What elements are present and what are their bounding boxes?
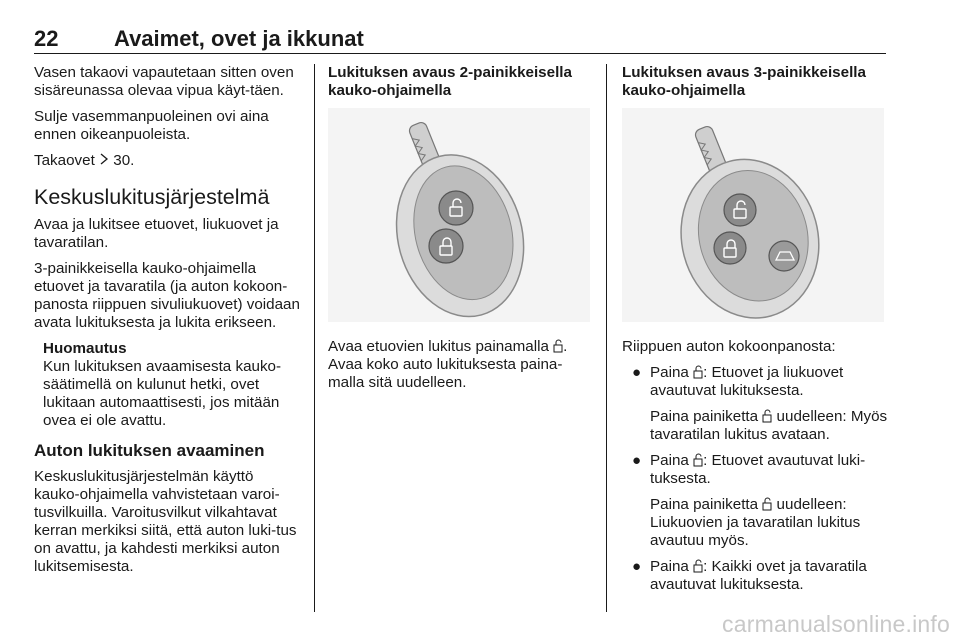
page-number: 22 (34, 26, 59, 51)
unlock-icon (762, 497, 772, 511)
paragraph: Vasen takaovi vapautetaan sitten oven sisäreunassa olevaa vipua käyt-täen. (34, 64, 294, 99)
paragraph: Riippuen auton kokoonpanosta: (622, 338, 836, 355)
watermark: carmanualsonline.info (722, 611, 950, 637)
cross-reference[interactable]: Takaovet 30. (34, 152, 135, 169)
unlock-icon (553, 339, 563, 353)
list-item: ● Paina : Etuovet avautuvat luki-tuksesta. Paina painiketta uudelleen: Liukuovien ja tavaratilan lukitus avautuu myös. (632, 452, 866, 549)
paragraph: Keskuslukitusjärjestelmän käyttö kauko-ohjaimella vahvistetaan varoi-tusvilkuilla. Varoitusvilkut vilkahtavat kerran merkiksi siitä, että auton luki-tus on avattu, ja kahdesti merkiksi auton lukitsemisesta. (34, 468, 297, 575)
note-title: Huomautus (43, 340, 127, 357)
bullet-icon: ● (632, 364, 642, 381)
bullet-icon: ● (632, 452, 642, 469)
paragraph: 3-painikkeisella kauko-ohjaimella etuovet ja tavaratila (ja auton kokoon-panosta riippuen sivuliukuovet) voidaan avata lukituksesta ja lukita erikseen. (34, 260, 300, 331)
bullet-icon: ● (632, 558, 642, 575)
paragraph: Avaa ja lukitsee etuovet, liukuovet ja tavaratilan. (34, 216, 279, 251)
unlock-icon (693, 365, 703, 379)
figure-heading: Lukituksen avaus 3-painikkeisella kauko-ohjaimella (622, 64, 866, 99)
page-header (34, 26, 886, 54)
list-item: ● Paina : Kaikki ovet ja tavaratila avautuvat lukituksesta. (632, 558, 867, 593)
section-title: Keskuslukitusjärjestelmä (34, 185, 270, 209)
column-left (34, 64, 302, 584)
subsection-title: Auton lukituksen avaaminen (34, 441, 265, 460)
remote-key-3-button-illustration (622, 108, 884, 322)
note-box (34, 340, 302, 430)
unlock-icon (762, 409, 772, 423)
figure-heading: Lukituksen avaus 2-painikkeisella kauko-ohjaimella (328, 64, 572, 99)
list-item: ● Paina : Etuovet ja liukuovet avautuvat lukituksesta. Paina painiketta uudelleen: Myös tavaratilan lukitus avataan. (632, 364, 888, 443)
option-list (622, 364, 894, 594)
arrow-reference-icon (99, 153, 109, 165)
column-divider (606, 64, 607, 612)
figure-remote-2-button (328, 108, 590, 322)
column-middle (328, 64, 590, 400)
note-text: Kun lukituksen avaamisesta kauko-säätimellä on kulunut hetki, ovet lukitaan automaattisesti, jos mitään ovea ei ole avattu. (43, 358, 282, 429)
page-title: Avaimet, ovet ja ikkunat (114, 26, 364, 51)
unlock-icon (693, 559, 703, 573)
figure-remote-3-button (622, 108, 884, 322)
remote-key-2-button-illustration (328, 108, 590, 322)
paragraph: Sulje vasemmanpuoleinen ovi aina ennen oikeanpuoleista. (34, 108, 269, 143)
column-right (622, 64, 894, 602)
unlock-icon (693, 453, 703, 467)
paragraph: Avaa etuovien lukitus painamalla . Avaa koko auto lukituksesta paina-malla sitä uudelleen. (328, 338, 568, 391)
column-divider (314, 64, 315, 612)
